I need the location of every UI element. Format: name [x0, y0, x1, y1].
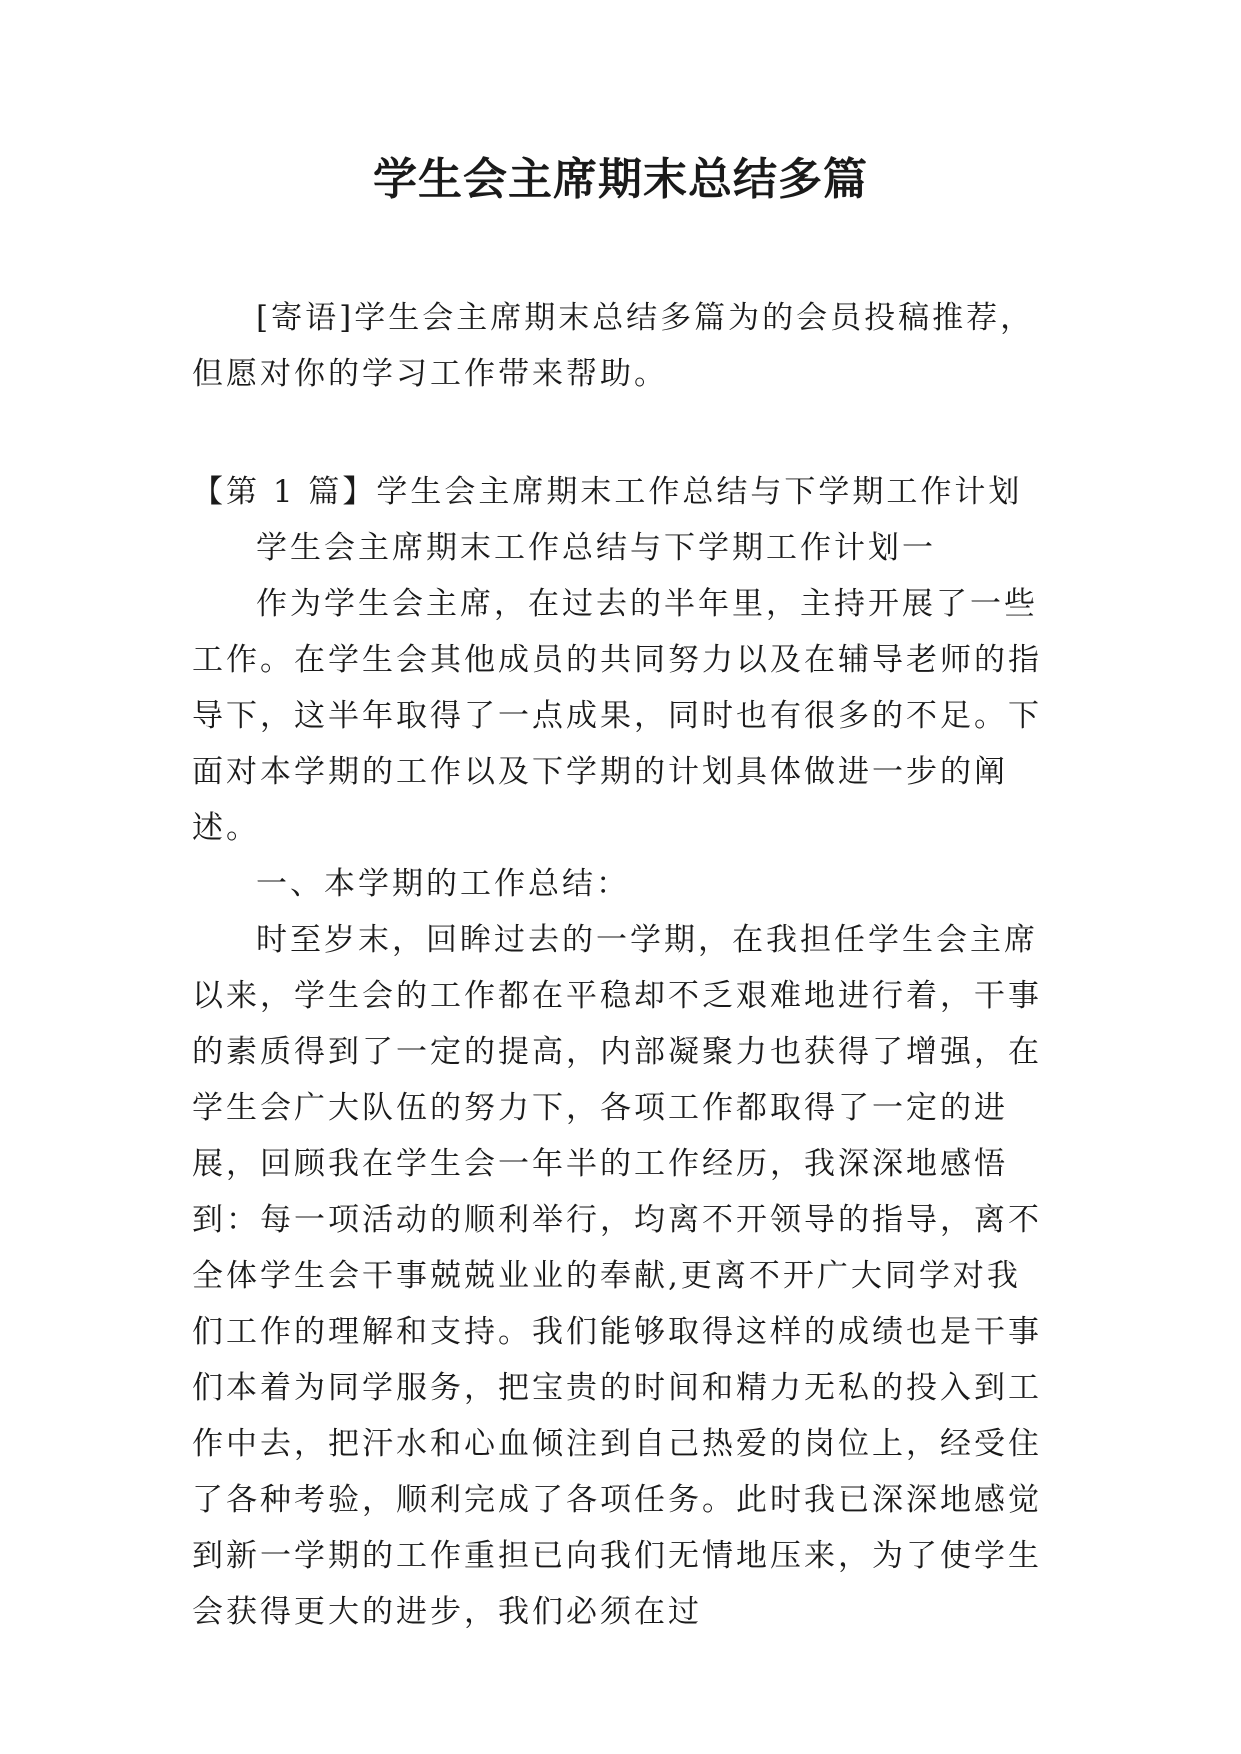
- intro-paragraph: [寄语]学生会主席期末总结多篇为的会员投稿推荐，但愿对你的学习工作带来帮助。: [192, 300, 1035, 392]
- document-title: 学生会主席期末总结多篇: [373, 154, 868, 205]
- subtitle-paragraph: 学生会主席期末工作总结与下学期工作计划一: [256, 530, 936, 566]
- document-body: [192, 464, 1052, 1640]
- section-heading: 【第 1 篇】学生会主席期末工作总结与下学期工作计划: [192, 474, 1023, 510]
- intro-block: [192, 290, 1052, 402]
- subsection-heading: 一、本学期的工作总结：: [256, 866, 630, 902]
- body-paragraph: 时至岁末，回眸过去的一学期，在我担任学生会主席以来，学生会的工作都在平稳却不乏艰难地进行着，干事的素质得到了一定的提高，内部凝聚力也获得了增强，在学生会广大队伍的努力下，各项工作都取得了一定的进展，回顾我在学生会一年半的工作经历，我深深地感悟到：每一项活动的顺利举行，均离不开领导的指导，离不全体学生会干事兢兢业业的奉献,更离不开广大同学对我们工作的理解和支持。我们能够取得这样的成绩也是干事们本着为同学服务，把宝贵的时间和精力无私的投入到工作中去，把汗水和心血倾注到自己热爱的岗位上，经受住了各种考验，顺利完成了各项任务。此时我已深深地感觉到新一学期的工作重担已向我们无情地压来，为了使学生会获得更大的进步，我们必须在过: [192, 922, 1042, 1630]
- body-paragraph: 作为学生会主席，在过去的半年里，主持开展了一些工作。在学生会其他成员的共同努力以及在辅导老师的指导下，这半年取得了一点成果，同时也有很多的不足。下面对本学期的工作以及下学期的计划具体做进一步的阐述。: [192, 586, 1042, 846]
